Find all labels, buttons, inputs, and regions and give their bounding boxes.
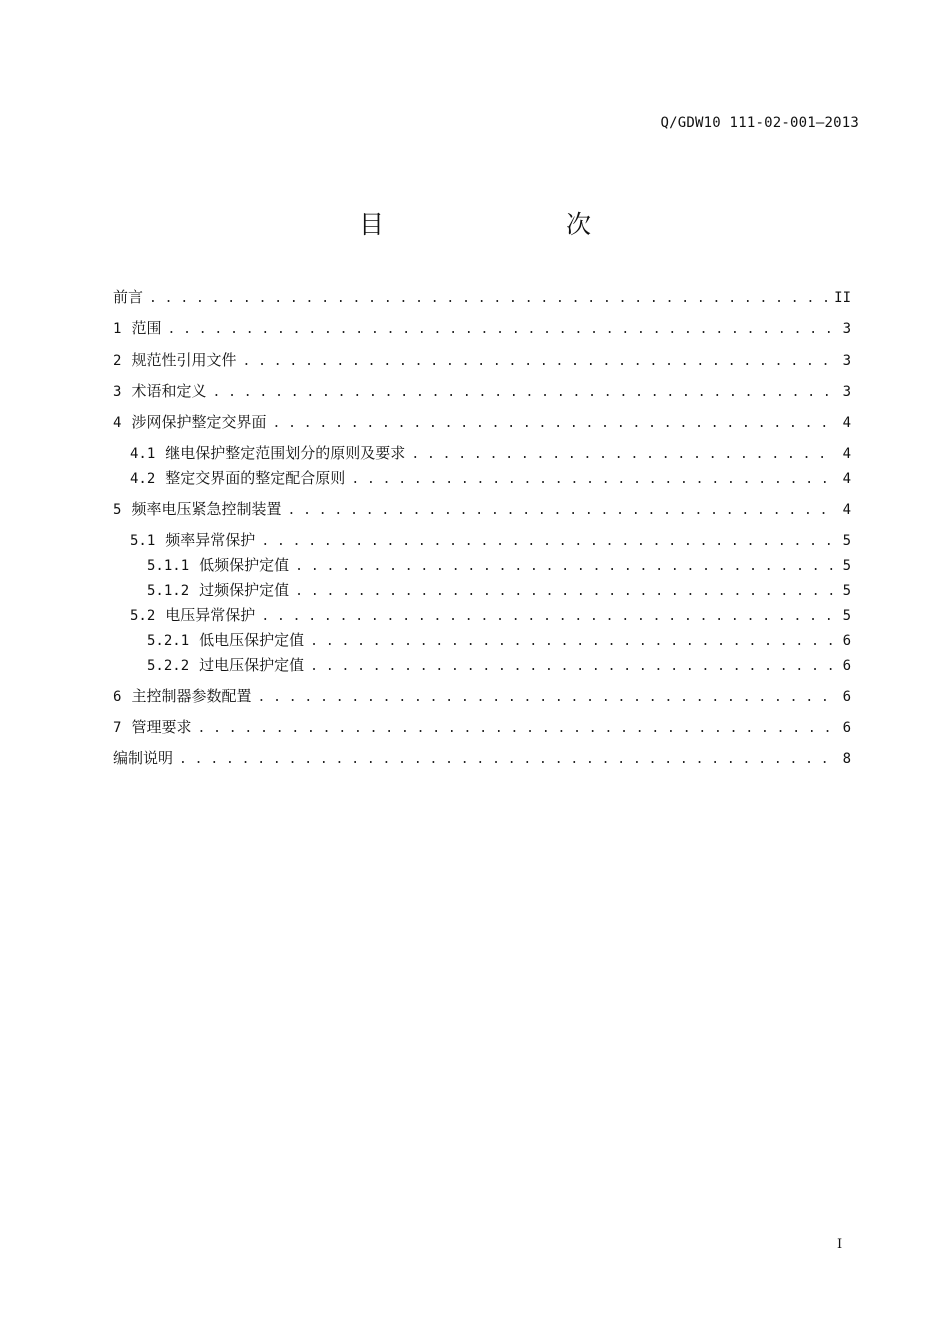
toc-leader xyxy=(242,351,836,373)
toc-entry-number: 3 xyxy=(113,384,122,400)
toc-entry-foreword[interactable] xyxy=(113,286,851,308)
toc-entry-page: 6 xyxy=(842,720,851,736)
toc-entry-5-2[interactable] xyxy=(113,604,851,626)
toc-leader xyxy=(351,469,836,491)
toc-leader xyxy=(310,656,836,678)
toc-entry-text: 过频保护定值 xyxy=(199,581,290,599)
toc-entry-page: 8 xyxy=(842,751,851,767)
toc-entry-5-2-1[interactable] xyxy=(113,629,851,651)
toc-entry-text: 规范性引用文件 xyxy=(131,351,237,369)
toc-entry-number: 5 xyxy=(113,502,122,518)
toc-entry-text: 频率电压紧急控制装置 xyxy=(131,500,282,518)
toc-leader xyxy=(179,749,837,771)
toc-entry-4-1[interactable] xyxy=(113,442,851,464)
toc-entry-page: II xyxy=(834,290,851,306)
toc-entry-page: 5 xyxy=(842,533,851,549)
toc-entry-text: 前言 xyxy=(113,288,144,306)
toc-entry-page: 6 xyxy=(842,658,851,674)
toc-entry-text: 低频保护定值 xyxy=(199,556,290,574)
toc-leader xyxy=(261,606,836,628)
toc-entry-text: 编制说明 xyxy=(113,749,174,767)
toc-entry-5[interactable] xyxy=(113,498,851,520)
toc-leader xyxy=(167,319,836,341)
page-number: I xyxy=(837,1237,843,1252)
toc-leader xyxy=(411,444,836,466)
toc-entry-number: 5.1.2 xyxy=(147,583,190,599)
toc-entry-text: 主控制器参数配置 xyxy=(131,687,252,705)
toc-entry-number: 5.2 xyxy=(130,608,156,624)
toc-entry-2[interactable] xyxy=(113,349,851,371)
toc-entry-4-2[interactable] xyxy=(113,467,851,489)
toc-entry-text: 管理要求 xyxy=(131,718,192,736)
toc-entry-number: 4.2 xyxy=(130,471,156,487)
toc-entry-page: 5 xyxy=(842,608,851,624)
toc-leader xyxy=(310,631,836,653)
toc-leader xyxy=(149,288,828,310)
toc-entry-page: 4 xyxy=(842,502,851,518)
toc-entry-page: 4 xyxy=(842,415,851,431)
toc-entry-page: 3 xyxy=(842,384,851,400)
toc-entry-3[interactable] xyxy=(113,380,851,402)
toc-entry-text: 频率异常保护 xyxy=(165,531,256,549)
toc-entry-text: 整定交界面的整定配合原则 xyxy=(165,469,346,487)
toc-entry-text: 术语和定义 xyxy=(131,382,207,400)
toc-entry-number: 5.2.1 xyxy=(147,633,190,649)
toc-entry-page: 5 xyxy=(842,583,851,599)
toc-entry-page: 5 xyxy=(842,558,851,574)
toc-entry-5-2-2[interactable] xyxy=(113,654,851,676)
toc-entry-number: 1 xyxy=(113,321,122,337)
toc-leader xyxy=(212,382,836,404)
page-title: 目 次 xyxy=(358,210,635,239)
toc-entry-7[interactable] xyxy=(113,716,851,738)
toc-entry-page: 6 xyxy=(842,689,851,705)
toc-entry-text: 低电压保护定值 xyxy=(199,631,305,649)
toc-entry-text: 继电保护整定范围划分的原则及要求 xyxy=(165,444,406,462)
toc-leader xyxy=(295,556,836,578)
toc-leader xyxy=(261,531,836,553)
toc-entry-6[interactable] xyxy=(113,685,851,707)
toc-entry-text: 电压异常保护 xyxy=(165,606,256,624)
toc-entry-text: 过电压保护定值 xyxy=(199,656,305,674)
toc-entry-number: 5.2.2 xyxy=(147,658,190,674)
toc-entry-5-1[interactable] xyxy=(113,529,851,551)
toc-leader xyxy=(197,718,836,740)
toc-entry-text: 涉网保护整定交界面 xyxy=(131,413,267,431)
toc-leader xyxy=(257,687,836,709)
toc-entry-number: 2 xyxy=(113,353,122,369)
toc-entry-page: 4 xyxy=(842,471,851,487)
toc-entry-4[interactable] xyxy=(113,411,851,433)
toc-entry-page: 6 xyxy=(842,633,851,649)
toc-entry-number: 4 xyxy=(113,415,122,431)
toc-leader xyxy=(295,581,836,603)
toc-entry-compilation-notes[interactable] xyxy=(113,747,851,769)
toc-leader xyxy=(287,500,836,522)
toc-entry-1[interactable] xyxy=(113,317,851,339)
toc-entry-number: 6 xyxy=(113,689,122,705)
toc-entry-page: 3 xyxy=(842,353,851,369)
toc-entry-number: 4.1 xyxy=(130,446,156,462)
document-code: Q/GDW10 111-02-001—2013 xyxy=(660,115,859,131)
toc-entry-page: 4 xyxy=(842,446,851,462)
toc-entry-number: 5.1.1 xyxy=(147,558,190,574)
toc-entry-text: 范围 xyxy=(131,319,162,337)
toc-entry-number: 5.1 xyxy=(130,533,156,549)
toc-leader xyxy=(272,413,836,435)
toc-entry-number: 7 xyxy=(113,720,122,736)
toc-entry-page: 3 xyxy=(842,321,851,337)
toc-entry-5-1-1[interactable] xyxy=(113,554,851,576)
toc-entry-5-1-2[interactable] xyxy=(113,579,851,601)
